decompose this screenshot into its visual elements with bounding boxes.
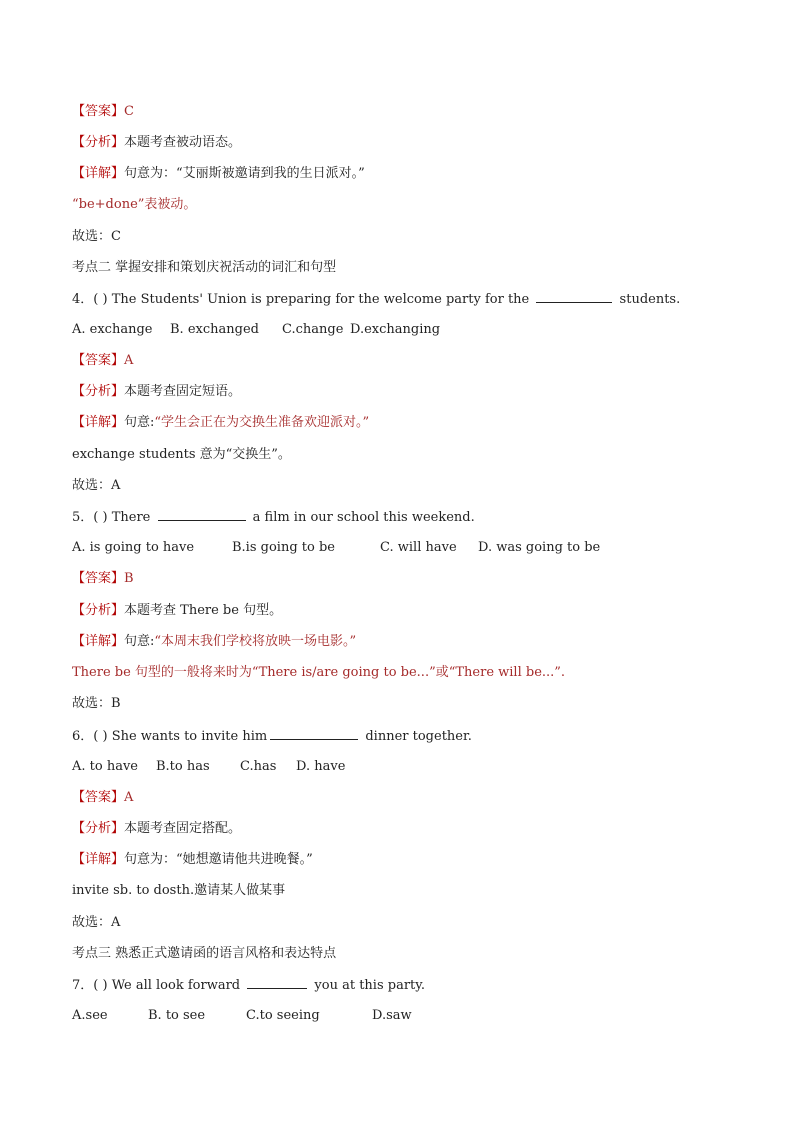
q6-choose bbox=[72, 914, 120, 932]
q5-option-a: A. is going to have bbox=[72, 540, 195, 555]
q4-number: 4．( ) bbox=[72, 292, 108, 307]
q6-answer bbox=[72, 789, 133, 807]
q3-answer-value: C bbox=[124, 104, 134, 119]
section-heading-2: 考点二 掌握安排和策划庆祝活动的词汇和句型 bbox=[72, 260, 337, 275]
q4-stem-b: students. bbox=[619, 292, 681, 307]
q6-stem-b: dinner together. bbox=[365, 729, 472, 744]
q3-choose-value: C bbox=[111, 229, 121, 244]
q5-note: There be 句型的一般将来时为“There is/are going to be...”或“There will be...”. bbox=[72, 665, 566, 680]
q5-options bbox=[72, 539, 600, 557]
q4-stem-a: The Students' Union is preparing for the welcome party for the bbox=[111, 292, 530, 307]
q5-blank bbox=[158, 508, 246, 521]
q7-option-b: B. to see bbox=[148, 1008, 206, 1023]
q5-stem-b: a film in our school this weekend. bbox=[252, 510, 475, 525]
q6-option-a: A. to have bbox=[72, 759, 138, 774]
detail-label: 【详解】 bbox=[72, 415, 125, 430]
q4-stem bbox=[72, 290, 680, 309]
q6-detail-text: 句意为：“她想邀请他共进晚餐。” bbox=[124, 852, 313, 867]
q5-detail-prefix: 句意: bbox=[124, 634, 155, 649]
analysis-label: 【分析】 bbox=[72, 603, 125, 618]
choose-label: 故选： bbox=[72, 478, 112, 493]
q6-number: 6．( ) bbox=[72, 729, 108, 744]
q7-blank bbox=[247, 976, 307, 989]
q5-detail-text: “本周末我们学校将放映一场电影。” bbox=[154, 634, 357, 649]
analysis-label: 【分析】 bbox=[72, 821, 125, 836]
q5-analysis bbox=[72, 602, 282, 620]
q6-note: invite sb. to dosth.邀请某人做某事 bbox=[72, 883, 286, 898]
q7-stem bbox=[72, 976, 425, 995]
q7-number: 7．( ) bbox=[72, 978, 108, 993]
q5-number: 5．( ) bbox=[72, 510, 108, 525]
q4-blank bbox=[536, 290, 612, 303]
section-heading-3: 考点三 熟悉正式邀请函的语言风格和表达特点 bbox=[72, 946, 337, 961]
q3-analysis-text: 本题考查被动语态。 bbox=[124, 135, 242, 150]
q4-note: exchange students 意为“交换生”。 bbox=[72, 447, 291, 462]
choose-label: 故选： bbox=[72, 229, 112, 244]
q4-answer-value: A bbox=[124, 353, 134, 368]
q6-option-d: D. have bbox=[296, 759, 346, 774]
q4-detail-text: “学生会正在为交换生准备欢迎派对。” bbox=[154, 415, 370, 430]
q3-detail bbox=[72, 165, 365, 183]
q5-answer bbox=[72, 570, 134, 588]
q4-analysis-text: 本题考查固定短语。 bbox=[124, 384, 242, 399]
q6-blank bbox=[270, 727, 358, 740]
analysis-label: 【分析】 bbox=[72, 384, 125, 399]
q5-choose bbox=[72, 695, 121, 713]
answer-label: 【答案】 bbox=[72, 353, 125, 368]
q4-detail bbox=[72, 414, 369, 432]
q4-option-b: B. exchanged bbox=[170, 322, 259, 337]
q6-stem-a: She wants to invite him bbox=[111, 729, 268, 744]
q4-option-a: A. exchange bbox=[72, 322, 153, 337]
q4-analysis bbox=[72, 383, 241, 401]
q5-option-d: D. was going to be bbox=[478, 540, 601, 555]
q3-analysis bbox=[72, 134, 241, 152]
q6-analysis-text: 本题考查固定搭配。 bbox=[124, 821, 242, 836]
q4-options bbox=[72, 321, 440, 339]
q7-stem-a: We all look forward bbox=[111, 978, 241, 993]
q5-stem bbox=[72, 508, 475, 527]
q7-option-c: C.to seeing bbox=[246, 1008, 320, 1023]
answer-label: 【答案】 bbox=[72, 104, 125, 119]
detail-label: 【详解】 bbox=[72, 852, 125, 867]
q5-choose-value: B bbox=[111, 696, 121, 711]
detail-label: 【详解】 bbox=[72, 634, 125, 649]
q4-detail-prefix: 句意: bbox=[124, 415, 155, 430]
q5-option-b: B.is going to be bbox=[232, 540, 335, 555]
q6-choose-value: A bbox=[111, 915, 121, 930]
q6-option-b: B.to has bbox=[156, 759, 210, 774]
q3-detail-text: 句意为：“艾丽斯被邀请到我的生日派对。” bbox=[124, 166, 365, 181]
choose-label: 故选： bbox=[72, 915, 112, 930]
analysis-label: 【分析】 bbox=[72, 135, 125, 150]
answer-label: 【答案】 bbox=[72, 571, 125, 586]
q6-options bbox=[72, 758, 345, 776]
choose-label: 故选： bbox=[72, 696, 112, 711]
answer-label: 【答案】 bbox=[72, 790, 125, 805]
q4-option-c: C.change bbox=[282, 322, 344, 337]
q4-answer bbox=[72, 352, 133, 370]
q6-answer-value: A bbox=[124, 790, 134, 805]
detail-label: 【详解】 bbox=[72, 166, 125, 181]
q6-detail bbox=[72, 851, 313, 869]
q3-answer bbox=[72, 103, 134, 121]
q4-option-d: D.exchanging bbox=[350, 322, 441, 337]
q3-note: “be+done”表被动。 bbox=[72, 197, 197, 212]
q5-analysis-text: 本题考查 There be 句型。 bbox=[124, 603, 283, 618]
q7-option-a: A.see bbox=[72, 1008, 108, 1023]
q5-answer-value: B bbox=[124, 571, 134, 586]
q3-choose bbox=[72, 228, 121, 246]
q5-option-c: C. will have bbox=[380, 540, 457, 555]
q4-choose bbox=[72, 477, 120, 495]
q6-stem bbox=[72, 727, 472, 746]
q7-stem-b: you at this party. bbox=[314, 978, 426, 993]
q6-option-c: C.has bbox=[240, 759, 277, 774]
q5-detail bbox=[72, 633, 356, 651]
q5-stem-a: There bbox=[111, 510, 151, 525]
q7-option-d: D.saw bbox=[372, 1008, 412, 1023]
q4-choose-value: A bbox=[111, 478, 121, 493]
q6-analysis bbox=[72, 820, 241, 838]
q7-options bbox=[72, 1007, 412, 1025]
